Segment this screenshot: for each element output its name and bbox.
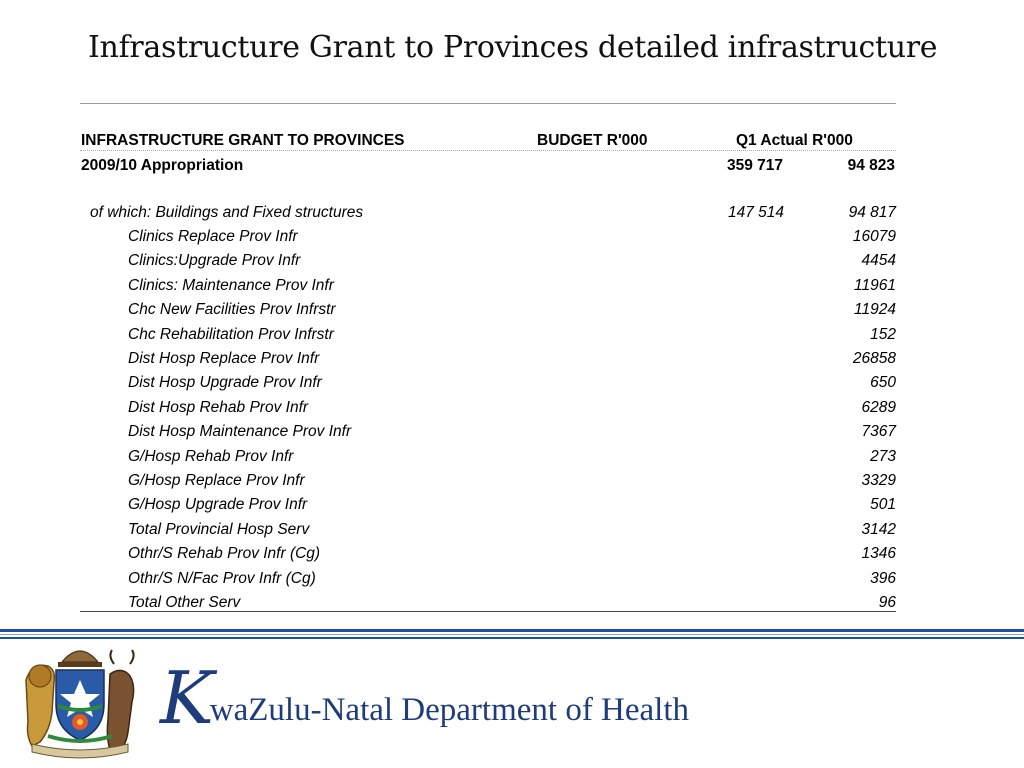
item-label: G/Hosp Rehab Prov Infr xyxy=(128,447,294,465)
table-row xyxy=(80,326,896,348)
of-which-row xyxy=(80,204,896,226)
table-row xyxy=(80,496,896,518)
item-label: Clinics:Upgrade Prov Infr xyxy=(128,252,301,270)
table-row xyxy=(80,570,896,592)
item-actual: 501 xyxy=(870,496,896,514)
item-actual: 152 xyxy=(870,325,896,343)
table-row xyxy=(80,252,896,274)
header-actual: Q1 Actual R'000 xyxy=(736,132,853,149)
table-row xyxy=(80,448,896,470)
item-label: Dist Hosp Maintenance Prov Infr xyxy=(128,423,352,441)
coat-of-arms-icon xyxy=(18,640,142,764)
item-label: Chc New Facilities Prov Infrstr xyxy=(128,301,336,319)
item-label: Dist Hosp Upgrade Prov Infr xyxy=(128,374,322,392)
item-actual: 6289 xyxy=(861,398,896,416)
item-actual: 7367 xyxy=(861,423,896,441)
item-label: Total Other Serv xyxy=(128,594,241,611)
table-row xyxy=(80,228,896,250)
table-row xyxy=(80,423,896,445)
header-divider xyxy=(80,150,896,151)
appropriation-row xyxy=(80,157,896,179)
item-label: Dist Hosp Replace Prov Infr xyxy=(128,350,320,367)
footer-band-middle xyxy=(0,634,1024,635)
slide-title: Infrastructure Grant to Provinces detailed infrastructure xyxy=(88,30,938,65)
table-row xyxy=(80,277,896,299)
of-which-budget: 147 514 xyxy=(727,204,784,221)
item-actual: 3329 xyxy=(861,472,896,489)
table-bottom-rule xyxy=(80,611,896,612)
table-row xyxy=(80,472,896,494)
item-actual: 96 xyxy=(878,594,896,611)
header-budget: BUDGET R'000 xyxy=(537,132,648,149)
appropriation-actual: 94 823 xyxy=(847,157,895,174)
table-row xyxy=(80,301,896,323)
department-wordmark xyxy=(160,658,689,738)
item-label: G/Hosp Upgrade Prov Infr xyxy=(128,496,308,514)
item-actual: 26858 xyxy=(852,350,896,367)
appropriation-label: 2009/10 Appropriation xyxy=(81,157,244,174)
item-actual: 273 xyxy=(870,447,896,465)
of-which-label: of which: Buildings and Fixed structures xyxy=(90,204,364,221)
item-label: Chc Rehabilitation Prov Infrstr xyxy=(128,325,334,343)
item-actual: 650 xyxy=(870,374,896,392)
table-row xyxy=(80,399,896,421)
item-label: Othr/S N/Fac Prov Infr (Cg) xyxy=(128,569,316,587)
table-row xyxy=(80,521,896,543)
department-initial: K xyxy=(160,656,214,740)
table-row xyxy=(80,374,896,396)
appropriation-budget: 359 717 xyxy=(726,157,783,174)
item-label: Othr/S Rehab Prov Infr (Cg) xyxy=(128,545,321,563)
item-label: Clinics: Maintenance Prov Infr xyxy=(128,276,334,294)
title-divider xyxy=(80,103,896,104)
table-row xyxy=(80,350,896,372)
item-actual: 4454 xyxy=(861,252,896,270)
item-actual: 16079 xyxy=(852,228,896,245)
table-row xyxy=(80,545,896,567)
item-label: Clinics Replace Prov Infr xyxy=(128,228,298,245)
item-actual: 1346 xyxy=(861,545,896,563)
item-actual: 3142 xyxy=(861,520,896,538)
item-actual: 11961 xyxy=(854,276,896,294)
table-row xyxy=(80,594,896,616)
item-label: G/Hosp Replace Prov Infr xyxy=(128,472,305,489)
department-name: waZulu-Natal Department of Health xyxy=(209,692,690,728)
item-label: Total Provincial Hosp Serv xyxy=(128,520,310,538)
item-actual: 396 xyxy=(870,569,896,587)
item-label: Dist Hosp Rehab Prov Infr xyxy=(128,398,309,416)
footer-band-top xyxy=(0,629,1024,632)
item-actual: 11924 xyxy=(854,301,896,319)
footer-band-bottom xyxy=(0,637,1024,639)
of-which-actual: 94 817 xyxy=(848,204,896,221)
header-grant: INFRASTRUCTURE GRANT TO PROVINCES xyxy=(81,132,405,149)
